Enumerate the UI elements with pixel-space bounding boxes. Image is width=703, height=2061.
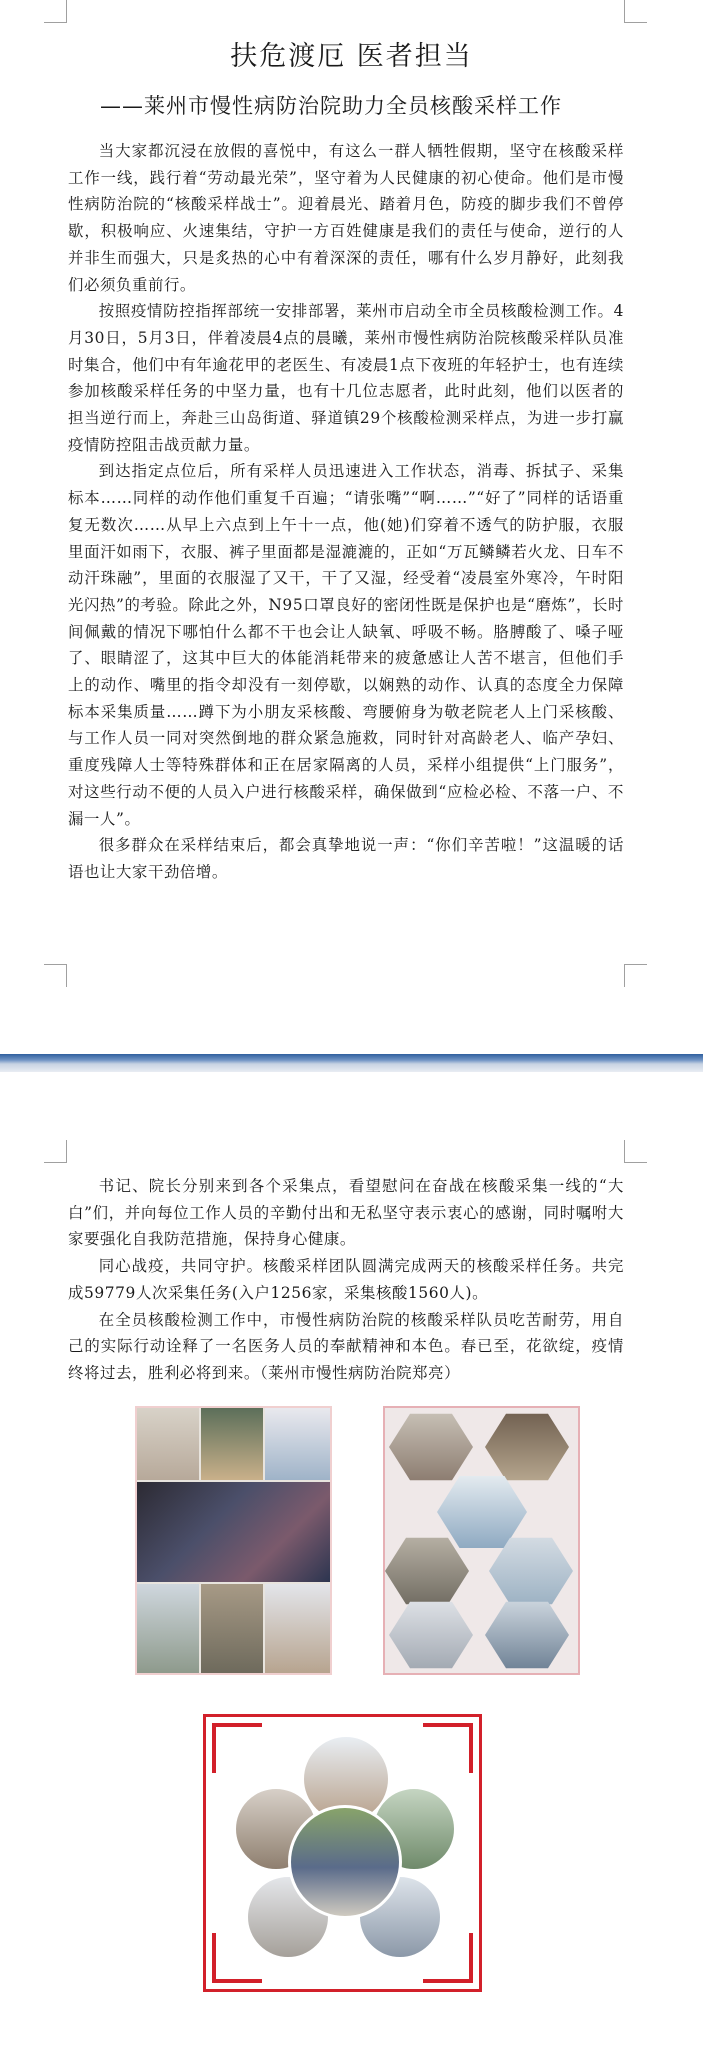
article-body-page-1 [68, 138, 624, 886]
frame-corner-ornament [423, 1723, 473, 1773]
crop-mark-top-left [44, 0, 67, 23]
photo [389, 1410, 473, 1484]
paragraph: 在全员核酸检测工作中，市慢性病防治院的核酸采样队员吃苦耐劳，用自己的实际行动诠释了一名医务人员的奉献精神和本色。春已至，花欲绽，疫情终将过去，胜利必将到来。（莱州市慢性病防治院郑亮） [68, 1310, 624, 1382]
crop-mark-top-right [624, 1140, 647, 1163]
crop-mark-top-left [44, 1140, 67, 1163]
paragraph: 同心战疫，共同守护。核酸采样团队圆满完成两天的核酸采样任务。共完成59779人次采集任务(入户1256家，采集核酸1560人)。 [68, 1257, 624, 1302]
article-body-page-2 [68, 1173, 624, 1387]
crop-mark-bottom-left [44, 964, 67, 987]
crop-mark-bottom-right [624, 964, 647, 987]
photo [137, 1584, 199, 1673]
page-separator [0, 1040, 703, 1072]
photo [485, 1598, 569, 1672]
paragraph: 当大家都沉浸在放假的喜悦中，有这么一群人牺牲假期，坚守在核酸采样工作一线，践行着“劳动最光荣”，坚守着为人民健康的初心使命。他们是市慢性病防治院的“核酸采样战士”。迎着晨光、踏着月色，防疫的脚步我们不曾停歇，积极响应、火速集结，守护一方百姓健康是我们的责任与使命，逆行的人并非生而强大，只是炙热的心中有着深深的责任，哪有什么岁月静好，此刻我们必须负重前行。 [68, 142, 624, 294]
photo-collage-flower-frame [203, 1714, 482, 1992]
photo [389, 1598, 473, 1672]
article-title: 扶危渡厄 医者担当 [230, 41, 473, 72]
paragraph: 很多群众在采样结束后，都会真挚地说一声：“你们辛苦啦！”这温暖的话语也让大家干劲倍增。 [68, 836, 624, 881]
paragraph: 书记、院长分别来到各个采集点，看望慰问在奋战在核酸采集一线的“大白”们，并向每位工作人员的辛勤付出和无私坚守表示衷心的感谢，同时嘱咐大家要强化自我防范措施，保持身心健康。 [68, 1177, 624, 1249]
photo [485, 1410, 569, 1484]
photo-collage-grid [135, 1406, 332, 1675]
photo-center [288, 1805, 402, 1919]
paragraph: 到达指定点位后，所有采样人员迅速进入工作状态，消毒、拆拭子、采集标本……同样的动作他们重复千百遍；“请张嘴”“啊……”“好了”同样的话语重复无数次……从早上六点到上午十一点，他(她)们穿着不透气的防护服，衣服里面汗如雨下，衣服、裤子里面都是湿漉漉的，正如“万瓦鳞鳞若火龙、日车不动汗珠融”，里面的衣服湿了又干，干了又湿，经受着“凌晨室外寒冷，午时阳光闪热”的考验。除此之外，N95口罩良好的密闭性既是保护也是“磨炼”，长时间佩戴的情况下哪怕什么都不干也会让人缺氧、呼吸不畅。胳膊酸了、嗓子哑了、眼睛涩了，这其中巨大的体能消耗带来的疲惫感让人苦不堪言，但他们手上的动作、嘴里的指令却没有一刻停歇，以娴熟的动作、认真的态度全力保障标本采集质量……蹲下为小朋友采核酸、弯腰俯身为敬老院老人上门采核酸、与工作人员一同对突然倒地的群众紧急施救，同时针对高龄老人、临产孕妇、重度残障人士等特殊群体和正在居家隔离的人员，采样小组提供“上门服务”，对这些行动不便的人员入户进行核酸采样，确保做到“应检必检、不落一户、不漏一人”。 [68, 462, 624, 828]
photo [137, 1482, 330, 1582]
frame-corner-ornament [212, 1723, 262, 1773]
photo [137, 1408, 199, 1480]
paragraph: 按照疫情防控指挥部统一安排部署，莱州市启动全市全员核酸检测工作。4月30日，5月3日，伴着凌晨4点的晨曦，莱州市慢性病防治院核酸采样队员准时集合，他们中有年逾花甲的老医生、有凌晨1点下夜班的年轻护士，也有连续参加核酸采样任务的中坚力量，也有十几位志愿者，此时此刻，他们以医者的担当逆行而上，奔赴三山岛街道、驿道镇29个核酸检测采样点，为进一步打赢疫情防控阻击战贡献力量。 [68, 302, 624, 454]
photo-collage-hexagons [383, 1406, 580, 1675]
photo [201, 1584, 263, 1673]
photo [385, 1534, 469, 1608]
photo [201, 1408, 263, 1480]
photo [265, 1584, 330, 1673]
photo [265, 1408, 330, 1480]
article-subtitle: ——莱州市慢性病防治院助力全员核酸采样工作 [100, 94, 562, 118]
crop-mark-top-right [624, 0, 647, 23]
